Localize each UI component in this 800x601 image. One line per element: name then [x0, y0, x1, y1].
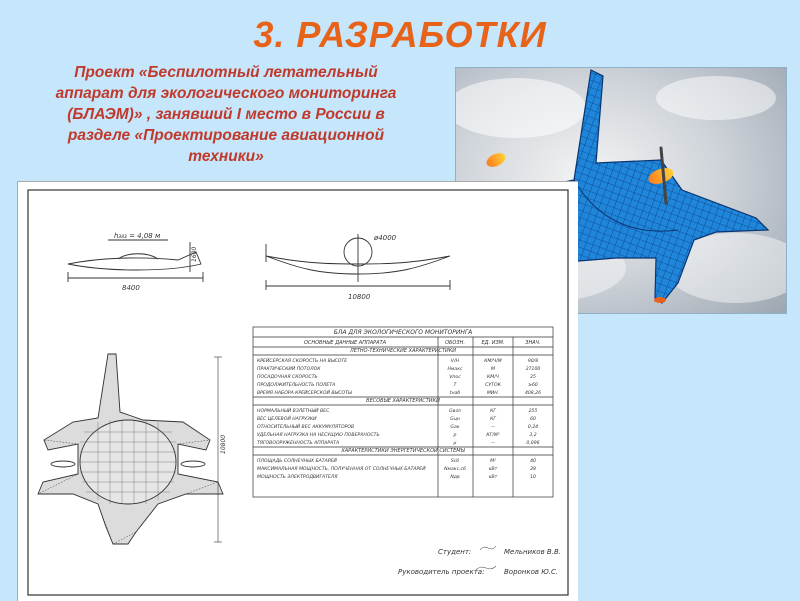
- table-row-symbol: Nмакс.сб: [444, 467, 466, 472]
- table-row-symbol: Sсб: [450, 459, 460, 464]
- subtitle-line: (БЛАЭМ)» , занявший I место в России в: [67, 106, 385, 123]
- table-row-unit: СУТОК: [485, 383, 501, 388]
- table-row-value: 3,2: [529, 433, 537, 438]
- table-row-label: УДЕЛЬНАЯ НАГРУЗКА НА НЕСУЩУЮ ПОВЕРХНОСТЬ: [257, 433, 380, 438]
- table-row-label: КРЕЙСЕРСКАЯ СКОРОСТЬ НА ВЫСОТЕ: [257, 359, 348, 364]
- table-section-title: ВЕСОВЫЕ ХАРАКТЕРИСТИКИ: [366, 398, 440, 404]
- dim-length: 8400: [122, 284, 140, 292]
- supervisor-role: Руководитель проекта:: [398, 568, 485, 576]
- table-row-label: ПЛОЩАДЬ СОЛНЕЧНЫХ БАТАРЕЙ: [257, 459, 337, 464]
- table-row-symbol: p: [453, 433, 457, 438]
- table-row-symbol: Vпос: [449, 375, 461, 380]
- table-row-unit: КГ/М²: [486, 433, 500, 438]
- drawing-canvas: [18, 182, 578, 601]
- table-row-unit: М: [491, 367, 495, 372]
- table-row-unit: КМ/Ч: [487, 375, 499, 380]
- table-row-label: ВЕС ЦЕЛЕВОЙ НАГРУЗКИ: [257, 417, 317, 422]
- table-row-label: НОРМАЛЬНЫЙ ВЗЛЕТНЫЙ ВЕС: [257, 409, 330, 414]
- table-row-unit: —: [490, 425, 496, 430]
- table-row-label: МАКСИМАЛЬНАЯ МОЩНОСТЬ, ПОЛУЧЕННАЯ ОТ СОЛНЕЧНЫХ БАТАРЕЙ: [257, 467, 426, 472]
- table-row-unit: —: [490, 441, 496, 446]
- table-row-symbol: Нмакс: [447, 367, 463, 372]
- subtitle-line: разделе «Проектирование авиационной: [67, 127, 385, 144]
- table-row-symbol: μ: [453, 441, 457, 446]
- table-row-unit: МИН.: [486, 391, 500, 396]
- table-row-label: ПРАКТИЧЕСКИЙ ПОТОЛОК: [257, 367, 321, 372]
- table-row-value: 28: [530, 467, 536, 472]
- table-section-title: ЛЕТНО-ТЕХНИЧЕСКИЕ ХАРАКТЕРИСТИКИ: [349, 348, 457, 354]
- table-row-symbol: Gцн: [450, 417, 460, 422]
- subtitle-line: техники»: [188, 148, 264, 165]
- subtitle-line: аппарат для экологического мониторинга: [55, 85, 397, 102]
- table-row-label: ПРОДОЛЖИТЕЛЬНОСТЬ ПОЛЕТА: [257, 383, 336, 388]
- student-name: Мельников В.В.: [504, 548, 561, 556]
- table-row-value: 40: [530, 459, 536, 464]
- slide-title: 3. РАЗРАБОТКИ: [253, 14, 547, 55]
- table-row-symbol: V/H: [450, 359, 460, 364]
- table-section-title: ХАРАКТЕРИСТИКИ ЭНЕРГЕТИЧЕСКОЙ СИСТЕМЫ: [341, 448, 465, 454]
- table-row-symbol: Gак: [450, 425, 460, 430]
- table-row-symbol: T: [453, 383, 457, 388]
- project-subtitle: [6, 62, 446, 167]
- dim-span: 10800: [348, 293, 371, 301]
- table-row-unit: КГ: [490, 409, 496, 414]
- table-row-value: 10: [530, 475, 536, 480]
- table-row-label: МОЩНОСТЬ ЭЛЕКТРОДВИГАТЕЛЯ: [257, 475, 338, 480]
- table-row-value: 90/8: [527, 359, 539, 364]
- table-row-value: 408,26: [524, 391, 542, 396]
- front-view: [266, 234, 450, 290]
- table-row-unit: М²: [490, 459, 496, 464]
- table-row-symbol: Gвзл: [449, 409, 461, 414]
- table-row-value: 255: [528, 409, 538, 414]
- table-row-symbol: Nдв: [450, 475, 460, 480]
- student-role: Студент:: [438, 548, 472, 556]
- table-row-label: ПОСАДОЧНАЯ СКОРОСТЬ: [257, 375, 318, 380]
- side-view: [68, 240, 203, 282]
- dim-side-height: 1600: [191, 246, 198, 262]
- table-row-unit: КМ/Ч/М: [484, 359, 502, 364]
- dim-plan-length: 10800: [220, 434, 227, 454]
- table-row-unit: кВт: [488, 475, 498, 480]
- table-row-unit: КГ: [490, 417, 496, 422]
- table-row-value: 60: [530, 417, 536, 422]
- table-row-symbol: tнаб: [449, 391, 461, 396]
- table-row-value: 27100: [525, 367, 541, 372]
- table-row-value: ≥60: [528, 383, 538, 388]
- table-header-cell: ЕД. ИЗМ.: [481, 340, 505, 346]
- table-header-cell: ЗНАЧ.: [525, 340, 541, 346]
- table-row-value: 0,24: [527, 425, 539, 430]
- spec-table-text: [257, 329, 541, 480]
- subtitle-line: Проект «Беспилотный летательный: [74, 64, 378, 81]
- table-row-unit: кВт: [488, 467, 498, 472]
- table-row-value: 0,096: [526, 441, 540, 446]
- table-header-cell: ОСНОВНЫЕ ДАННЫЕ АППАРАТА: [303, 340, 387, 346]
- technical-drawing-sheet: [17, 181, 578, 601]
- table-title: БЛА ДЛЯ ЭКОЛОГИЧЕСКОГО МОНИТОРИНГА: [333, 329, 473, 336]
- supervisor-name: Воронков Ю.С.: [504, 568, 559, 576]
- plan-view: [38, 354, 223, 544]
- table-header-cell: ОБОЗН.: [445, 340, 465, 346]
- table-row-label: ВРЕМЯ НАБОРА КРЕЙСЕРСКОЙ ВЫСОТЫ: [257, 391, 352, 396]
- table-row-label: ОТНОСИТЕЛЬНЫЙ ВЕС АККУМУЛЯТОРОВ: [257, 425, 355, 430]
- dim-height-note: h₃₈₃ = 4,08 м: [114, 232, 161, 240]
- table-row-value: 25: [530, 375, 536, 380]
- table-row-label: ТЯГОВООРУЖЕННОСТЬ АППАРАТА: [257, 441, 340, 446]
- dim-prop-dia: ø4000: [374, 234, 397, 242]
